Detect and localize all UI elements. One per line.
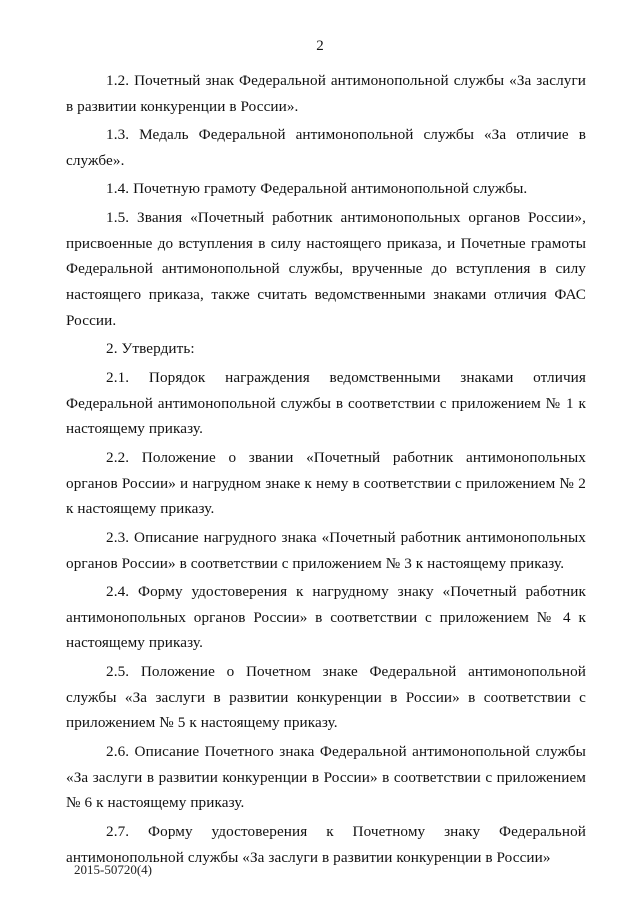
paragraph-2-2: 2.2. Положение о звании «Почетный работник антимонопольных органов России» и нагрудном знаке к нему в соответствии с приложением № 2 к настоящему приказу. (66, 448, 586, 518)
paragraph-2-4: 2.4. Форму удостоверения к нагрудному знаку «Почетный работник антимонопольных органов России» в соответствии с приложением № 4 к настоящему приказу. (66, 582, 586, 652)
paragraph-1-2: 1.2. Почетный знак Федеральной антимонопольной службы «За заслуги в развитии конкуренции в России». (66, 72, 586, 115)
paragraph-1-5: 1.5. Звания «Почетный работник антимонопольных органов России», присвоенные до вступления в силу настоящего приказа, и Почетные грамоты Федеральной антимонопольной службы, врученные до вступления в силу настоящего приказа, также считать ведомственными знаками отличия ФАС России. (66, 208, 586, 329)
document-code: 2015-50720(4) (74, 862, 152, 877)
paragraph-2: 2. Утвердить: (106, 340, 195, 358)
paragraph-2-1: 2.1. Порядок награждения ведомственными знаками отличия Федеральной антимонопольной службы в соответствии с приложением № 1 к настоящему приказу. (66, 368, 586, 438)
paragraph-1-4: 1.4. Почетную грамоту Федеральной антимонопольной службы. (106, 180, 528, 198)
document-body (66, 68, 586, 870)
paragraph-2-6: 2.6. Описание Почетного знака Федеральной антимонопольной службы «За заслуги в развитии конкуренции в России» в соответствии с приложением № 6 к настоящему приказу. (66, 742, 586, 812)
paragraph-2-7: 2.7. Форму удостоверения к Почетному знаку Федеральной антимонопольной службы «За заслуги в развитии конкуренции в России» (66, 822, 586, 866)
paragraph-2-3: 2.3. Описание нагрудного знака «Почетный работник антимонопольных органов России» в соответствии с приложением № 3 к настоящему приказу. (66, 528, 586, 572)
paragraph-2-5: 2.5. Положение о Почетном знаке Федеральной антимонопольной службы «За заслуги в развитии конкуренции в России» в соответствии с приложением № 5 к настоящему приказу. (66, 662, 586, 732)
page-number: 2 (316, 38, 324, 54)
paragraph-1-3: 1.3. Медаль Федеральной антимонопольной службы «За отличие в службе». (66, 126, 586, 169)
